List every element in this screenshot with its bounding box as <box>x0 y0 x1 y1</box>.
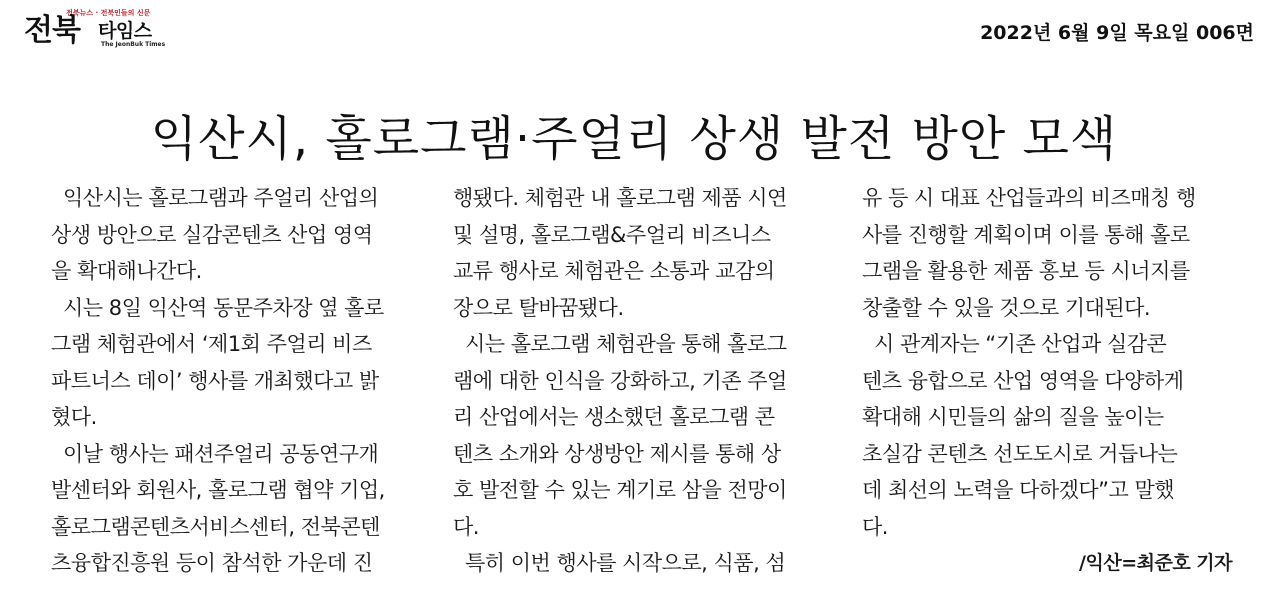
article-line: 그램을 활용한 제품 홍보 등 시너지를 <box>862 259 1190 283</box>
article-line: 시 관계자는 “기존 산업과 실감콘 <box>874 332 1167 356</box>
logo-tagline: 전북뉴스 · 전북인들의 신문 <box>66 9 151 17</box>
article-line: 장으로 탈바꿈됐다. <box>453 295 624 320</box>
article-line: 교류 행사로 체험관은 소통과 교감의 <box>453 259 775 283</box>
article-line: 시는 8일 익산역 동문주차장 옆 홀로 <box>63 295 384 320</box>
article-line: 텐츠 소개와 상생방안 제시를 통해 상 <box>453 441 781 466</box>
article-line: 램에 대한 인식을 강화하고, 기존 주얼 <box>453 368 787 393</box>
article-line: 창출할 수 있을 것으로 기대된다. <box>862 295 1151 320</box>
edition-date: 2022년 6월 9일 목요일 006면 <box>980 22 1254 44</box>
logo-name-main: 전북 <box>24 13 80 48</box>
article-line: 이날 행사는 패션주얼리 공동연구개 <box>63 441 379 466</box>
article-line: 리 산업에서는 생소했던 홀로그램 콘 <box>453 405 775 429</box>
article-headline: 익산시, 홀로그램·주얼리 상생 발전 방안 모색 <box>150 111 1118 168</box>
article-line: 및 설명, 홀로그램&주얼리 비즈니스 <box>453 222 771 247</box>
article-line: 특히 이번 행사를 시작으로, 식품, 섬 <box>465 551 786 575</box>
article-column-1 <box>51 180 431 582</box>
article-column-3 <box>862 180 1242 582</box>
article-line: 텐츠 융합으로 산업 영역을 다양하게 <box>862 368 1184 393</box>
article-line: 초실감 콘텐츠 선도도시로 거듭나는 <box>862 441 1178 466</box>
masthead-bar <box>0 0 1268 62</box>
article-column-2 <box>453 180 833 582</box>
article-line: 다. <box>862 514 888 539</box>
article-body <box>0 180 1268 611</box>
article-line: 확대해 시민들의 삶의 질을 높이는 <box>862 405 1164 429</box>
article-line: 혔다. <box>51 405 97 429</box>
article-line: 발센터와 회원사, 홀로그램 협약 기업, <box>51 478 385 502</box>
article-line: 호 발전할 수 있는 계기로 삼을 전망이 <box>453 478 787 502</box>
article-line: 을 확대해나간다. <box>51 259 202 283</box>
article-line: 홀로그램콘텐츠서비스센터, 전북콘텐 <box>51 514 380 539</box>
article-line: 행됐다. 체험관 내 홀로그램 제품 시연 <box>453 186 787 210</box>
article-line: 익산시는 홀로그램과 주얼리 산업의 <box>63 186 379 210</box>
article-line: 츠융합진흥원 등이 참석한 가운데 진 <box>51 551 373 575</box>
article-line: 사를 진행할 계획이며 이를 통해 홀로 <box>862 222 1190 247</box>
article-line: 시는 홀로그램 체험관을 통해 홀로그 <box>465 332 787 356</box>
logo-name-sub: 타임스 <box>98 20 152 42</box>
article-line: 상생 방안으로 실감콘텐츠 산업 영역 <box>51 222 373 247</box>
article-line: 유 등 시 대표 산업들과의 비즈매칭 행 <box>862 186 1196 210</box>
logo-name-english: The JeonBuk Times <box>101 41 166 48</box>
reporter-byline: /익산=최준호 기자 <box>1079 552 1232 574</box>
article-line: 파트너스 데이’ 행사를 개최했다고 밝 <box>51 368 379 393</box>
article-line: 그램 체험관에서 ‘제1회 주얼리 비즈 <box>51 332 372 356</box>
newspaper-logo <box>24 6 174 54</box>
article-line: 다. <box>453 514 479 539</box>
article-line: 데 최선의 노력을 다하겠다”고 말했 <box>862 478 1175 502</box>
